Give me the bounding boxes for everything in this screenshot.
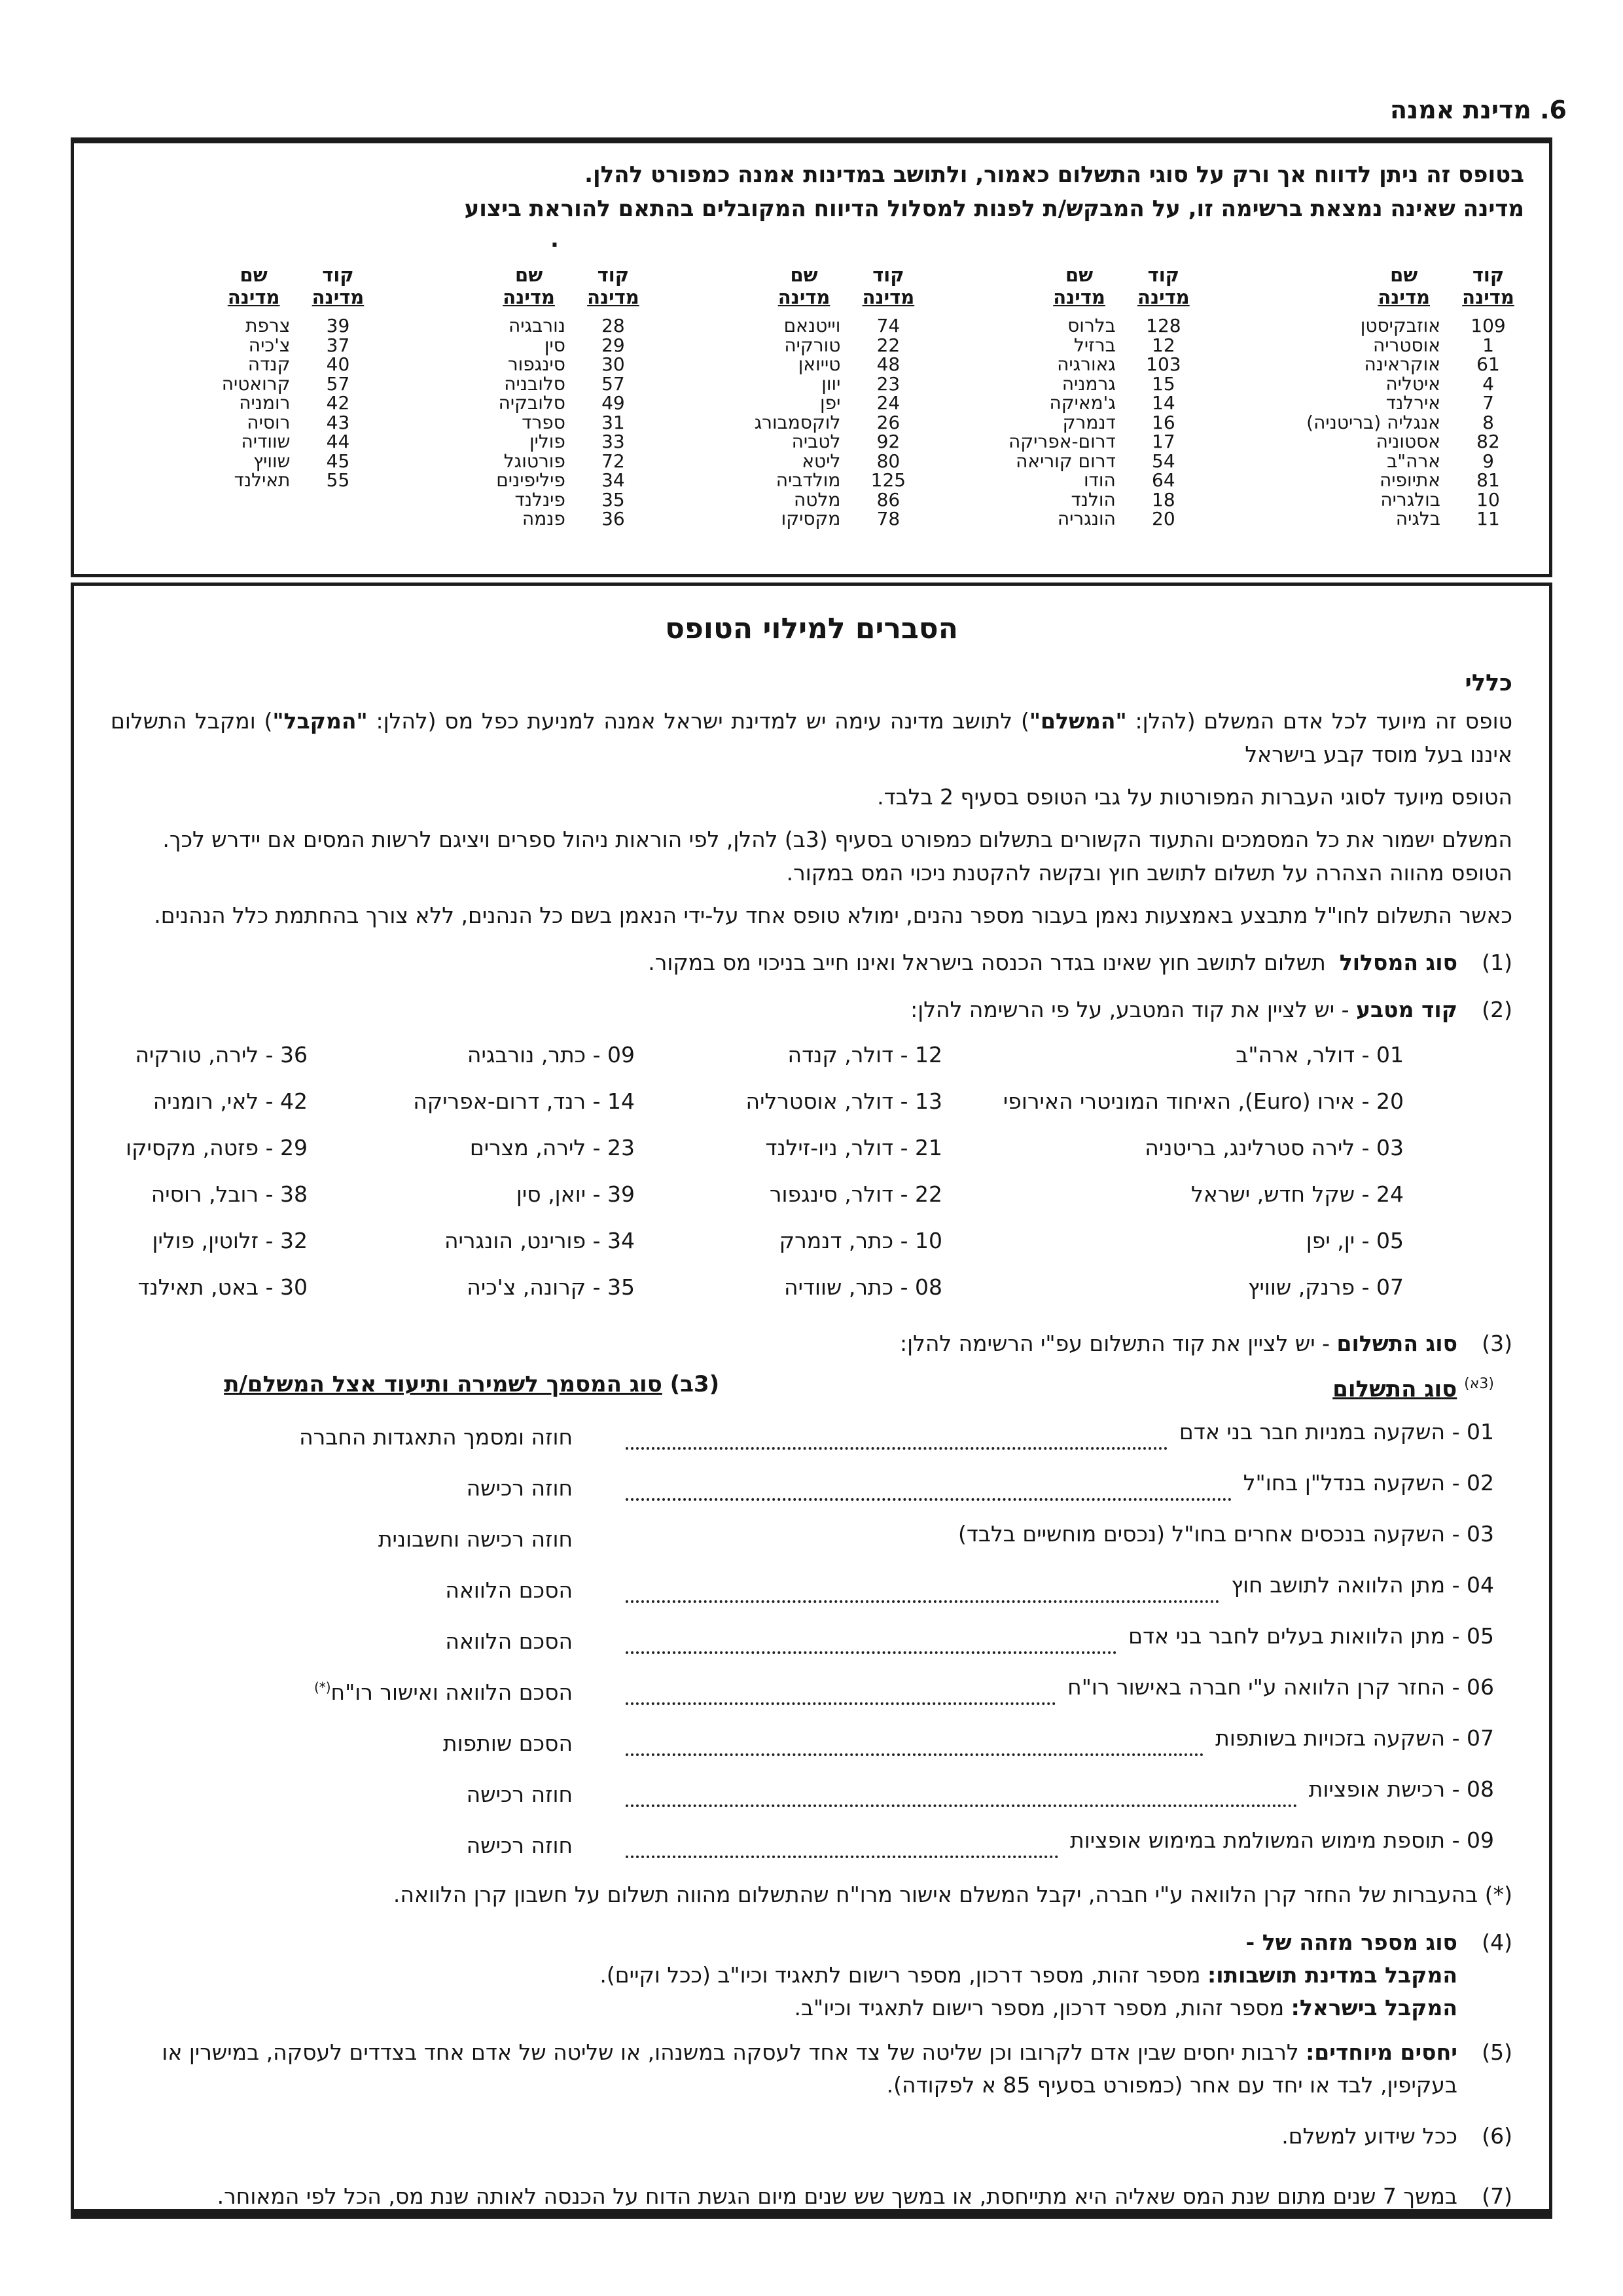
country-row [99, 316, 374, 336]
country-name: ארה"ב [1387, 450, 1440, 472]
country-code: 31 [601, 411, 625, 433]
country-row [1200, 452, 1524, 471]
country-code: 10 [1476, 488, 1500, 511]
country-code: 61 [1476, 353, 1500, 375]
currency-item: 29 - פזטה, מקסיקו [126, 1135, 308, 1160]
country-code: 80 [876, 450, 901, 472]
country-name: טורקיה [784, 334, 841, 356]
section-text: ככל שידוע למשלם. [1281, 2123, 1457, 2149]
country-name: דרום קוריאה [1016, 450, 1116, 472]
country-code: 33 [601, 431, 625, 452]
country-name: הודו [1084, 469, 1116, 491]
currency-item: 34 - פורינט, הונגריה [444, 1228, 635, 1253]
currency-item: 36 - לירה, טורקיה [135, 1042, 308, 1067]
code-header: קוד מדינה [862, 264, 915, 308]
document-type: חוזה רכישה [466, 1833, 573, 1859]
currency-item: 21 - דולר, ניו-זילנד [765, 1135, 942, 1160]
country-row [374, 316, 649, 336]
country-row [649, 393, 924, 413]
country-code: 81 [1476, 469, 1500, 491]
payment-type: 04 - מתן הלוואה לתושב חוץ [1231, 1572, 1494, 1598]
section-text: - יש לציין את קוד המטבע, על פי הרשימה להלן: [910, 997, 1349, 1022]
country-code: 26 [876, 411, 901, 433]
country-code: 74 [876, 315, 901, 336]
country-code: 29 [601, 334, 625, 356]
section-lead: סוג מספר מזהה של - [1245, 1929, 1457, 1956]
name-header: שם מדינה [1053, 264, 1105, 308]
country-code: 34 [601, 469, 625, 491]
section-marker: (5) [1482, 2039, 1512, 2066]
code-header: קוד מדינה [312, 264, 365, 308]
payment-list-headers [111, 1367, 1494, 1407]
country-code: 18 [1152, 488, 1175, 511]
currency-item: 13 - דולר, אוסטרליה [745, 1088, 942, 1114]
country-column-header [374, 264, 649, 308]
country-row [1200, 393, 1524, 413]
general-paragraph-3a: המשלם ישמור את כל המסמכים והתעוד הקשורים בתשלום כמפורט בסעיף (3ב) להלן, לפי הוראות ניהול ספרים ויציגם לרשות המסים אם יידרש לכך. [162, 827, 1512, 852]
country-code: 82 [1476, 431, 1500, 452]
country-code: 14 [1152, 392, 1175, 414]
currency-row [111, 1264, 1404, 1310]
country-name: ליטא [802, 450, 841, 472]
currency-item: 10 - כתר, דנמרק [779, 1228, 942, 1253]
payment-row [111, 1715, 1494, 1767]
country-code: 43 [326, 411, 350, 433]
country-code: 57 [326, 372, 350, 395]
country-row [924, 471, 1199, 490]
country-row [924, 374, 1199, 394]
country-name: פורטוגל [503, 450, 565, 472]
header-b-marker: (3ב) [669, 1371, 720, 1397]
code-header: קוד מדינה [1137, 264, 1190, 308]
recipient-israel-line: המקבל בישראל: מספר זהות, מספר דרכון, מספר רישום לתאגיד וכיו"ב. [794, 1995, 1457, 2021]
country-column-header [649, 264, 924, 308]
treaty-intro-line1: בטופס זה ניתן לדווח אך ורק על סוגי התשלום כאמור, ולתושב במדינות אמנה כמפורט להלן. [584, 162, 1524, 188]
section-3 [111, 1327, 1512, 1360]
country-row [99, 413, 374, 433]
currency-item: 32 - זלוטין, פולין [152, 1228, 308, 1253]
currency-row [111, 1171, 1404, 1217]
country-row [374, 509, 649, 529]
currency-row [111, 1217, 1404, 1264]
footnote: (*) בהעברות של החזר קרן הלוואה ע"י חברה, יקבל המשלם אישור מרו"ח שהתשלום מהווה תשלום על חשבון קרן הלוואה. [393, 1882, 1512, 1908]
country-code: 35 [601, 488, 625, 511]
country-row [924, 509, 1199, 529]
country-row [374, 490, 649, 510]
section-text: תשלום לתושב חוץ שאינו בגדר הכנסה בישראל ואינו חייב בניכוי מס במקור. [648, 950, 1326, 975]
section-6 [111, 2120, 1512, 2153]
general-heading: כללי [1465, 670, 1512, 696]
document-type: הסכם הלוואה ואישור רו"ח(*) [313, 1679, 573, 1706]
treaty-intro-period: . [550, 226, 559, 253]
section-marker: (1) [1482, 950, 1512, 975]
country-code: 92 [876, 431, 901, 452]
country-name: פולין [529, 431, 565, 452]
country-row [649, 471, 924, 490]
country-row [374, 413, 649, 433]
country-row [924, 413, 1199, 433]
country-code: 23 [876, 372, 901, 395]
country-row [99, 452, 374, 471]
country-row [99, 471, 374, 490]
country-code: 11 [1476, 508, 1500, 529]
document-type: חוזה רכישה [466, 1782, 573, 1808]
name-header: שם מדינה [1378, 264, 1430, 308]
country-code: 125 [870, 469, 906, 491]
currency-item: 38 - רובל, רוסיה [151, 1181, 308, 1207]
country-row [1200, 490, 1524, 510]
country-code: 16 [1152, 411, 1175, 433]
country-name: דרום-אפריקה [1008, 431, 1116, 452]
document-type: חוזה ומסמך התאגדות החברה [299, 1424, 573, 1450]
section-text: לרבות יחסים שבין אדם לקרובו וכן שליטה של צד אחד לעסקה במשנהו, או שליטה של אדם אחד בצדדים לעסקה, במישרין או בעקיפין, לבד או יחד עם אחר (כמפורט בסעיף 85 א לפקודה). [162, 2039, 1457, 2098]
dotted-leader [626, 1447, 1168, 1450]
country-name: סלובקיה [498, 392, 565, 414]
country-name: מלטה [794, 488, 841, 511]
section-marker: (3) [1482, 1331, 1512, 1356]
country-row [374, 452, 649, 471]
treaty-intro-line2: מדינה שאינה נמצאת ברשימה זו, על המבקש/ת לפנות למסלול הדיווח המקובלים בהתאם להוראת ביצוע [464, 196, 1524, 222]
currency-item: 03 - לירה סטרלינג, בריטניה [1145, 1135, 1404, 1160]
currency-item: 20 - אירו (Euro), האיחוד המוניטרי האירופי [1003, 1088, 1404, 1114]
country-column-4 [374, 264, 649, 529]
currency-row [111, 1078, 1404, 1124]
dotted-leader [626, 1651, 1116, 1654]
document-type: חוזה רכישה [466, 1475, 573, 1501]
country-name: וייטנאם [783, 315, 841, 336]
country-row [1200, 413, 1524, 433]
country-name: סלובניה [504, 372, 565, 395]
country-code: 45 [326, 450, 350, 472]
country-name: תאילנד [234, 469, 291, 491]
country-row [649, 336, 924, 355]
country-name: דנמרק [1062, 411, 1116, 433]
general-paragraph-2: הטופס מיועד לסוגי העברות המפורטות על גבי הטופס בסעיף 2 בלבד. [877, 784, 1512, 810]
country-name: יוון [821, 372, 841, 395]
country-row [99, 355, 374, 374]
country-row [1200, 316, 1524, 336]
payment-type: 09 - תוספת מימוש המשולמת במימוש אופציות [1070, 1827, 1494, 1854]
section-lead: סוג התשלום [1336, 1331, 1457, 1356]
country-code: 8 [1482, 411, 1494, 433]
country-row [99, 393, 374, 413]
country-row [649, 374, 924, 394]
country-code: 86 [876, 488, 901, 511]
country-name: צרפת [245, 315, 291, 336]
treaty-countries-box [71, 137, 1552, 577]
country-code: 20 [1152, 508, 1175, 529]
dotted-leader [626, 1498, 1232, 1501]
country-code: 40 [326, 353, 350, 375]
country-name: הונגריה [1057, 508, 1116, 529]
country-row [374, 355, 649, 374]
country-row [1200, 374, 1524, 394]
country-name: קנדה [247, 353, 291, 375]
currency-item: 39 - יואן, סין [516, 1181, 635, 1207]
country-code: 15 [1152, 372, 1175, 395]
section-marker: (2) [1482, 997, 1512, 1022]
section-lead: סוג המסלול [1339, 950, 1457, 975]
country-row [924, 432, 1199, 452]
section-text: במשך 7 שנים מתום שנת המס שאליה היא מתייחסת, או במשך שש שנים מיום הגשת הדוח על הכנסה לאותה שנת מס, הכל לפי המאוחר. [217, 2183, 1457, 2210]
currency-item: 12 - דולר, קנדה [787, 1042, 942, 1067]
country-code: 55 [326, 469, 350, 491]
currency-item: 23 - לירה, מצרים [469, 1135, 635, 1160]
country-row [924, 316, 1199, 336]
country-name: איטליה [1385, 372, 1440, 395]
country-name: אסטוניה [1376, 431, 1440, 452]
country-row [924, 336, 1199, 355]
country-row [924, 393, 1199, 413]
code-header: קוד מדינה [1462, 264, 1514, 308]
country-name: פיליפינים [496, 469, 565, 491]
section-text: - יש לציין את קוד התשלום עפ"י הרשימה להלן: [899, 1331, 1330, 1356]
country-row [99, 374, 374, 394]
country-name: ברזיל [1073, 334, 1116, 356]
name-header: שם מדינה [503, 264, 555, 308]
section-lead: קוד מטבע [1356, 997, 1457, 1022]
country-row [649, 355, 924, 374]
payment-row [111, 1767, 1494, 1818]
country-name: אנגליה (בריטניה) [1306, 411, 1440, 433]
country-column-header [99, 264, 374, 308]
country-name: הולנד [1071, 488, 1116, 511]
country-name: ג'מאיקה [1049, 392, 1116, 414]
payment-row [111, 1613, 1494, 1664]
country-name: שוויץ [253, 450, 291, 472]
code-header: קוד מדינה [587, 264, 639, 308]
payment-type: 03 - השקעה בנכסים אחרים בחו"ל (נכסים מוחשיים בלבד) [958, 1521, 1494, 1547]
currency-grid [111, 1031, 1404, 1310]
country-row [99, 336, 374, 355]
country-code: 24 [876, 392, 901, 414]
section-7 [111, 2180, 1512, 2213]
country-row [99, 432, 374, 452]
country-code: 103 [1146, 353, 1181, 375]
country-name: בלרוס [1067, 315, 1116, 336]
general-paragraph-3b: הטופס מהווה הצהרה על תשלום לתושב חוץ ובקשה להקטנת ניכוי המס במקור. [786, 860, 1512, 886]
country-name: טייואן [798, 353, 841, 375]
currency-item: 07 - פרנק, שוויץ [1247, 1274, 1404, 1300]
country-row [1200, 355, 1524, 374]
section-marker: (7) [1482, 2183, 1512, 2210]
country-name: בולגריה [1380, 488, 1440, 511]
section-5 [111, 2036, 1512, 2102]
currency-item: 14 - רנד, דרום-אפריקה [413, 1088, 635, 1114]
country-code: 17 [1152, 431, 1175, 452]
country-row [649, 509, 924, 529]
country-name: מולדביה [776, 469, 841, 491]
document-type-header: (3ב) סוג המסמך לשמירה ותיעוד אצל המשלם/ת [224, 1371, 720, 1397]
country-name: לוקסמבורג [754, 411, 841, 433]
dotted-leader [626, 1753, 1204, 1756]
currency-row [111, 1124, 1404, 1171]
country-code: 128 [1146, 315, 1181, 336]
country-row [374, 432, 649, 452]
document-type: הסכם הלוואה [445, 1577, 573, 1604]
recipient-abroad-line: המקבל במדינת תושבותו: מספר זהות, מספר דרכון, מספר רישום לתאגיד וכיו"ב (ככל וקיים). [599, 1962, 1457, 1988]
country-code: 64 [1152, 469, 1175, 491]
section-lead: יחסים מיוחדים: [1306, 2039, 1457, 2066]
country-name: גאורגיה [1057, 353, 1116, 375]
country-row [374, 374, 649, 394]
country-code: 54 [1152, 450, 1175, 472]
document-type: הסכם שותפות [442, 1731, 573, 1757]
section-4 [111, 1926, 1512, 2024]
country-code: 36 [601, 508, 625, 529]
page-title: 6. מדינת אמנה [1389, 96, 1567, 124]
country-row [649, 452, 924, 471]
country-row [649, 413, 924, 433]
section-2 [111, 994, 1512, 1026]
country-name: פנמה [522, 508, 565, 529]
country-code: 9 [1482, 450, 1494, 472]
country-table [99, 264, 1524, 529]
currency-item: 35 - קרונה, צ'כיה [467, 1274, 635, 1300]
country-name: שוודיה [241, 431, 291, 452]
country-name: אוסטריה [1372, 334, 1440, 356]
country-name: פינלנד [514, 488, 565, 511]
country-name: אתיופיה [1379, 469, 1440, 491]
country-row [649, 432, 924, 452]
payment-row [111, 1562, 1494, 1613]
country-code: 44 [326, 431, 350, 452]
country-code: 109 [1471, 315, 1506, 336]
currency-item: 05 - ין, יפן [1306, 1228, 1404, 1253]
section-marker: (6) [1482, 2123, 1512, 2149]
payment-type-header: $^{(3א)}$ סוג התשלום [1332, 1376, 1494, 1403]
currency-item: 30 - באט, תאילנד [137, 1274, 308, 1300]
country-row [924, 355, 1199, 374]
payment-row [111, 1664, 1494, 1715]
country-row [924, 490, 1199, 510]
country-code: 42 [326, 392, 350, 414]
country-code: 22 [876, 334, 901, 356]
country-code: 48 [876, 353, 901, 375]
payment-type: 08 - רכישת אופציות [1308, 1776, 1494, 1803]
country-name: אוקראינה [1364, 353, 1440, 375]
country-name: בלגיה [1395, 508, 1440, 529]
country-code: 4 [1482, 372, 1494, 395]
country-name: צ'כיה [248, 334, 291, 356]
explanations-title: הסברים למילוי הטופס [665, 612, 958, 645]
country-name: רוסיה [247, 411, 291, 433]
country-name: רומניה [239, 392, 291, 414]
country-row [1200, 432, 1524, 452]
country-column-1 [1200, 264, 1524, 529]
currency-item: 08 - כתר, שוודיה [784, 1274, 942, 1300]
country-row [924, 452, 1199, 471]
country-name: אוזבקיסטן [1360, 315, 1440, 336]
currency-item: 22 - דולר, סינגפור [769, 1181, 942, 1207]
name-header: שם מדינה [777, 264, 830, 308]
dotted-leader [626, 1804, 1297, 1807]
country-row [374, 336, 649, 355]
country-column-5 [99, 264, 374, 529]
section-1 [111, 946, 1512, 979]
country-name: אירלנד [1385, 392, 1440, 414]
country-column-2 [924, 264, 1199, 529]
currency-item: 24 - שקל חדש, ישראל [1190, 1181, 1404, 1207]
country-name: מקסיקו [781, 508, 841, 529]
country-row [1200, 336, 1524, 355]
country-name: ספרד [522, 411, 565, 433]
country-code: 12 [1152, 334, 1175, 356]
country-name: סין [544, 334, 565, 356]
payment-type: 06 - החזר קרן הלוואה ע"י חברה באישור רו"ח [1067, 1674, 1494, 1700]
country-row [649, 316, 924, 336]
country-code: 39 [326, 315, 350, 336]
country-code: 57 [601, 372, 625, 395]
explanations-box [71, 583, 1552, 2219]
payment-row [111, 1409, 1494, 1460]
country-row [374, 393, 649, 413]
country-column-header [1200, 264, 1524, 308]
country-code: 72 [601, 450, 625, 472]
document-type: חוזה רכישה וחשבונית [378, 1526, 573, 1552]
country-row [1200, 509, 1524, 529]
country-code: 37 [326, 334, 350, 356]
payment-type: 05 - מתן הלוואות בעלים לחבר בני אדם [1128, 1623, 1494, 1649]
country-name: נורבגיה [508, 315, 565, 336]
general-paragraph-1: טופס זה מיועד לכל אדם המשלם (להלן: "המשלם") לתושב מדינה עימה יש למדינת ישראל אמנה למניעת כפל מס (להלן: "המקבל") ומקבל התשלום איננו בעל מוסד קבע בישראל [111, 708, 1513, 767]
country-name: סינגפור [507, 353, 565, 375]
country-code: 30 [601, 353, 625, 375]
document-type: הסכם הלוואה [445, 1628, 573, 1655]
country-code: 78 [876, 508, 901, 529]
country-name: גרמניה [1061, 372, 1116, 395]
country-row [374, 471, 649, 490]
payment-row [111, 1511, 1494, 1562]
country-code: 49 [601, 392, 625, 414]
dotted-leader [626, 1856, 1058, 1858]
currency-item: 09 - כתר, נורבגיה [467, 1042, 635, 1067]
country-name: יפן [820, 392, 841, 414]
currency-item: 01 - דולר, ארה"ב [1236, 1042, 1404, 1067]
country-code: 7 [1482, 392, 1494, 414]
header-a-marker: (3א) [1464, 1376, 1494, 1392]
country-column-3 [649, 264, 924, 529]
payment-row [111, 1460, 1494, 1511]
name-header: שם מדינה [227, 264, 280, 308]
payment-type: 02 - השקעה בנדל"ן בחו"ל [1243, 1470, 1494, 1496]
payment-type: 07 - השקעה בזכויות בשותפות [1215, 1725, 1494, 1751]
general-paragraph-4: כאשר התשלום לחו"ל מתבצע באמצעות נאמן בעבור מספר נהנים, ימולא טופס אחד על-ידי הנאמן בשם כל הנהנים, ללא צורך בהחתמת כלל הנהנים. [154, 903, 1512, 928]
dotted-leader [626, 1702, 1056, 1705]
payment-row [111, 1818, 1494, 1869]
section-marker: (4) [1482, 1929, 1512, 1956]
payment-type: 01 - השקעה במניות חבר בני אדם [1179, 1419, 1494, 1445]
country-code: 28 [601, 315, 625, 336]
currency-item: 42 - לאי, רומניה [152, 1088, 308, 1114]
country-row [1200, 471, 1524, 490]
country-row [649, 490, 924, 510]
country-column-header [924, 264, 1199, 308]
currency-row [111, 1031, 1404, 1078]
country-code: 1 [1482, 334, 1494, 356]
country-name: קרואטיה [221, 372, 291, 395]
dotted-leader [626, 1600, 1219, 1603]
payment-list [111, 1367, 1512, 1869]
country-name: לטביה [791, 431, 841, 452]
